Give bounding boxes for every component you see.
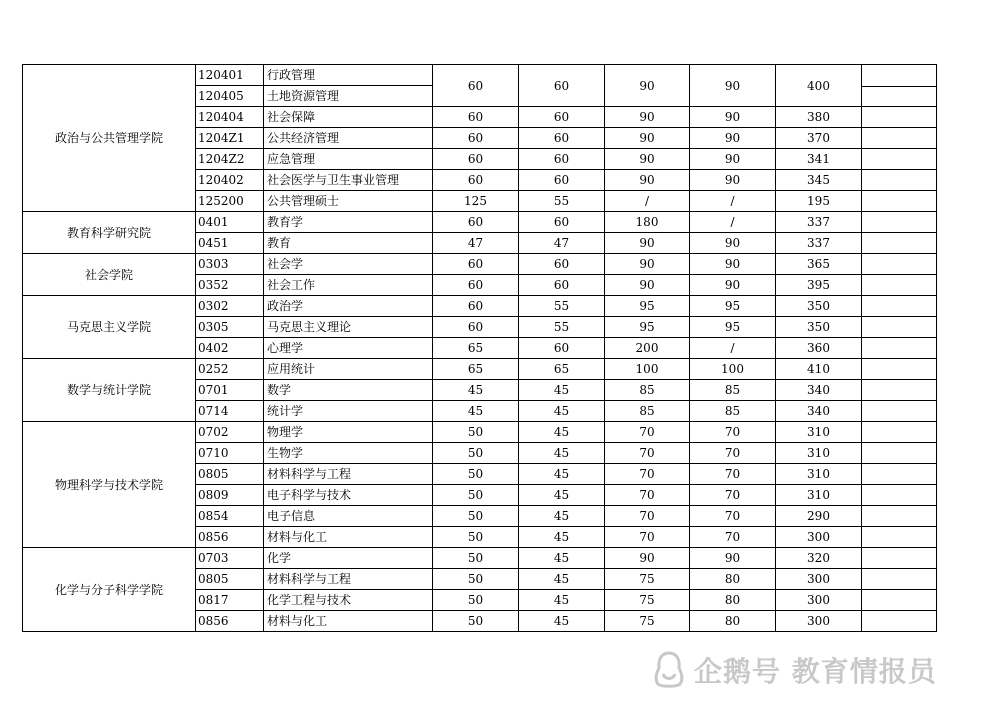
major-name: 教育学	[264, 212, 433, 233]
major-code: 0856	[196, 611, 264, 632]
blank-cell	[862, 128, 937, 149]
score-subject-2: 80	[690, 611, 776, 632]
score-politics: 60	[433, 212, 519, 233]
major-code: 125200	[196, 191, 264, 212]
score-politics: 60	[433, 149, 519, 170]
major-code: 120402	[196, 170, 264, 191]
score-politics: 60	[433, 65, 519, 107]
score-foreign-language: 45	[519, 569, 605, 590]
blank-cell	[862, 338, 937, 359]
score-subject-1: 100	[605, 359, 690, 380]
blank-cell	[862, 359, 937, 380]
major-name: 马克思主义理论	[264, 317, 433, 338]
score-politics: 50	[433, 422, 519, 443]
score-total: 300	[776, 527, 862, 548]
score-subject-2: 90	[690, 254, 776, 275]
score-subject-1: 200	[605, 338, 690, 359]
score-total: 300	[776, 611, 862, 632]
blank-cell	[862, 569, 937, 590]
score-total: 365	[776, 254, 862, 275]
table-row	[23, 359, 937, 380]
score-subject-2: 70	[690, 485, 776, 506]
score-subject-1: 70	[605, 443, 690, 464]
score-politics: 50	[433, 611, 519, 632]
score-subject-1: 95	[605, 296, 690, 317]
score-subject-2: 70	[690, 464, 776, 485]
blank-cell	[862, 149, 937, 170]
table-row	[23, 548, 937, 569]
score-subject-1: 95	[605, 317, 690, 338]
score-total: 310	[776, 485, 862, 506]
score-politics: 65	[433, 338, 519, 359]
score-politics: 60	[433, 128, 519, 149]
score-foreign-language: 45	[519, 380, 605, 401]
blank-cell	[862, 170, 937, 191]
score-foreign-language: 45	[519, 548, 605, 569]
score-subject-2: 90	[690, 107, 776, 128]
blank-cell	[862, 485, 937, 506]
score-subject-1: 70	[605, 464, 690, 485]
score-total: 310	[776, 464, 862, 485]
blank-cell	[862, 548, 937, 569]
score-subject-1: 70	[605, 506, 690, 527]
blank-cell	[862, 233, 937, 254]
score-politics: 45	[433, 401, 519, 422]
major-code: 0710	[196, 443, 264, 464]
major-code: 0817	[196, 590, 264, 611]
score-foreign-language: 65	[519, 359, 605, 380]
score-line-table	[22, 64, 937, 632]
table-row	[23, 212, 937, 233]
major-name: 材料与化工	[264, 611, 433, 632]
major-name: 心理学	[264, 338, 433, 359]
score-subject-1: 180	[605, 212, 690, 233]
score-politics: 50	[433, 443, 519, 464]
major-name: 公共经济管理	[264, 128, 433, 149]
blank-cell	[862, 65, 937, 107]
score-politics: 60	[433, 275, 519, 296]
score-subject-1: 90	[605, 548, 690, 569]
score-foreign-language: 55	[519, 296, 605, 317]
score-foreign-language: 55	[519, 317, 605, 338]
score-subject-1: /	[605, 191, 690, 212]
score-subject-1: 90	[605, 254, 690, 275]
major-name: 物理学	[264, 422, 433, 443]
college-name: 数学与统计学院	[23, 359, 196, 422]
major-name: 数学	[264, 380, 433, 401]
major-code: 1204Z2	[196, 149, 264, 170]
score-politics: 50	[433, 527, 519, 548]
score-subject-1: 90	[605, 233, 690, 254]
score-subject-2: /	[690, 191, 776, 212]
score-total: 300	[776, 569, 862, 590]
score-politics: 60	[433, 296, 519, 317]
score-subject-1: 90	[605, 170, 690, 191]
blank-cell	[862, 590, 937, 611]
cell-divider	[862, 65, 936, 87]
major-code: 120401	[196, 65, 264, 86]
major-code: 120404	[196, 107, 264, 128]
score-subject-1: 90	[605, 128, 690, 149]
blank-cell	[862, 380, 937, 401]
score-foreign-language: 60	[519, 107, 605, 128]
score-subject-1: 90	[605, 149, 690, 170]
major-code: 0401	[196, 212, 264, 233]
major-name: 政治学	[264, 296, 433, 317]
penguin-logo-icon	[652, 650, 686, 690]
score-subject-2: 90	[690, 170, 776, 191]
score-politics: 50	[433, 590, 519, 611]
major-code: 0703	[196, 548, 264, 569]
score-total: 395	[776, 275, 862, 296]
score-total: 195	[776, 191, 862, 212]
blank-cell	[862, 422, 937, 443]
blank-cell	[862, 401, 937, 422]
score-foreign-language: 60	[519, 128, 605, 149]
major-code: 0303	[196, 254, 264, 275]
score-subject-2: 70	[690, 506, 776, 527]
major-name: 应急管理	[264, 149, 433, 170]
score-foreign-language: 45	[519, 401, 605, 422]
major-name: 化学工程与技术	[264, 590, 433, 611]
watermark	[652, 650, 937, 690]
score-subject-2: 90	[690, 233, 776, 254]
major-name: 行政管理	[264, 65, 433, 86]
score-foreign-language: 45	[519, 422, 605, 443]
major-code: 0701	[196, 380, 264, 401]
major-code: 0809	[196, 485, 264, 506]
score-subject-2: 85	[690, 401, 776, 422]
score-foreign-language: 55	[519, 191, 605, 212]
major-code: 0352	[196, 275, 264, 296]
major-code: 120405	[196, 86, 264, 107]
major-name: 教育	[264, 233, 433, 254]
score-subject-1: 75	[605, 611, 690, 632]
blank-cell	[862, 464, 937, 485]
score-total: 340	[776, 380, 862, 401]
major-name: 生物学	[264, 443, 433, 464]
score-subject-2: 70	[690, 527, 776, 548]
major-name: 电子信息	[264, 506, 433, 527]
score-subject-2: 80	[690, 590, 776, 611]
score-subject-2: 80	[690, 569, 776, 590]
score-foreign-language: 60	[519, 212, 605, 233]
score-foreign-language: 45	[519, 485, 605, 506]
score-politics: 50	[433, 569, 519, 590]
major-name: 材料与化工	[264, 527, 433, 548]
major-code: 1204Z1	[196, 128, 264, 149]
score-politics: 125	[433, 191, 519, 212]
score-subject-2: /	[690, 338, 776, 359]
score-subject-1: 90	[605, 275, 690, 296]
college-name: 教育科学研究院	[23, 212, 196, 254]
score-total: 350	[776, 317, 862, 338]
score-foreign-language: 45	[519, 527, 605, 548]
blank-cell	[862, 443, 937, 464]
score-subject-2: 70	[690, 443, 776, 464]
major-name: 社会工作	[264, 275, 433, 296]
blank-cell	[862, 107, 937, 128]
major-code: 0305	[196, 317, 264, 338]
score-foreign-language: 45	[519, 506, 605, 527]
score-total: 380	[776, 107, 862, 128]
score-total: 341	[776, 149, 862, 170]
major-code: 0252	[196, 359, 264, 380]
score-politics: 65	[433, 359, 519, 380]
score-foreign-language: 47	[519, 233, 605, 254]
major-code: 0702	[196, 422, 264, 443]
score-total: 370	[776, 128, 862, 149]
score-subject-2: 90	[690, 65, 776, 107]
score-subject-2: /	[690, 212, 776, 233]
blank-cell	[862, 317, 937, 338]
score-total: 310	[776, 422, 862, 443]
score-total: 360	[776, 338, 862, 359]
major-name: 化学	[264, 548, 433, 569]
score-subject-1: 70	[605, 485, 690, 506]
score-subject-1: 90	[605, 107, 690, 128]
score-subject-1: 70	[605, 527, 690, 548]
score-foreign-language: 45	[519, 443, 605, 464]
watermark-text: 企鹅号 教育情报员	[694, 655, 937, 688]
score-politics: 45	[433, 380, 519, 401]
score-subject-1: 90	[605, 65, 690, 107]
score-foreign-language: 45	[519, 611, 605, 632]
major-code: 0714	[196, 401, 264, 422]
college-name: 物理科学与技术学院	[23, 422, 196, 548]
table-row	[23, 254, 937, 275]
major-name: 土地资源管理	[264, 86, 433, 107]
score-subject-2: 95	[690, 296, 776, 317]
score-foreign-language: 60	[519, 170, 605, 191]
score-total: 320	[776, 548, 862, 569]
score-subject-2: 90	[690, 149, 776, 170]
score-subject-2: 85	[690, 380, 776, 401]
major-name: 电子科学与技术	[264, 485, 433, 506]
major-code: 0856	[196, 527, 264, 548]
score-politics: 60	[433, 254, 519, 275]
major-name: 统计学	[264, 401, 433, 422]
score-subject-2: 90	[690, 275, 776, 296]
score-foreign-language: 45	[519, 590, 605, 611]
major-code: 0854	[196, 506, 264, 527]
score-politics: 60	[433, 170, 519, 191]
college-name: 马克思主义学院	[23, 296, 196, 359]
score-foreign-language: 60	[519, 149, 605, 170]
blank-cell	[862, 506, 937, 527]
major-name: 公共管理硕士	[264, 191, 433, 212]
major-code: 0302	[196, 296, 264, 317]
score-subject-1: 75	[605, 569, 690, 590]
score-foreign-language: 60	[519, 254, 605, 275]
score-foreign-language: 60	[519, 65, 605, 107]
score-politics: 60	[433, 317, 519, 338]
score-total: 337	[776, 233, 862, 254]
major-code: 0402	[196, 338, 264, 359]
score-total: 290	[776, 506, 862, 527]
score-subject-1: 85	[605, 401, 690, 422]
score-subject-2: 90	[690, 548, 776, 569]
blank-cell	[862, 527, 937, 548]
score-total: 350	[776, 296, 862, 317]
score-politics: 60	[433, 107, 519, 128]
score-total: 410	[776, 359, 862, 380]
score-politics: 47	[433, 233, 519, 254]
score-subject-1: 85	[605, 380, 690, 401]
major-name: 材料科学与工程	[264, 569, 433, 590]
score-subject-2: 95	[690, 317, 776, 338]
score-total: 337	[776, 212, 862, 233]
score-politics: 50	[433, 506, 519, 527]
college-name: 社会学院	[23, 254, 196, 296]
college-name: 化学与分子科学学院	[23, 548, 196, 632]
score-subject-2: 70	[690, 422, 776, 443]
score-subject-1: 75	[605, 590, 690, 611]
score-total: 310	[776, 443, 862, 464]
score-politics: 50	[433, 464, 519, 485]
score-total: 340	[776, 401, 862, 422]
major-name: 社会保障	[264, 107, 433, 128]
major-name: 社会学	[264, 254, 433, 275]
major-code: 0805	[196, 569, 264, 590]
blank-cell	[862, 611, 937, 632]
blank-cell	[862, 254, 937, 275]
table-row	[23, 422, 937, 443]
college-name: 政治与公共管理学院	[23, 65, 196, 212]
score-subject-2: 100	[690, 359, 776, 380]
blank-cell	[862, 191, 937, 212]
score-subject-2: 90	[690, 128, 776, 149]
score-foreign-language: 60	[519, 275, 605, 296]
score-total: 300	[776, 590, 862, 611]
blank-cell	[862, 296, 937, 317]
major-code: 0451	[196, 233, 264, 254]
major-name: 社会医学与卫生事业管理	[264, 170, 433, 191]
table-row	[23, 65, 937, 86]
blank-cell	[862, 275, 937, 296]
score-foreign-language: 45	[519, 464, 605, 485]
blank-cell	[862, 212, 937, 233]
major-name: 材料科学与工程	[264, 464, 433, 485]
score-total: 400	[776, 65, 862, 107]
major-code: 0805	[196, 464, 264, 485]
table-row	[23, 296, 937, 317]
score-politics: 50	[433, 548, 519, 569]
score-subject-1: 70	[605, 422, 690, 443]
score-total: 345	[776, 170, 862, 191]
major-name: 应用统计	[264, 359, 433, 380]
score-foreign-language: 60	[519, 338, 605, 359]
score-politics: 50	[433, 485, 519, 506]
